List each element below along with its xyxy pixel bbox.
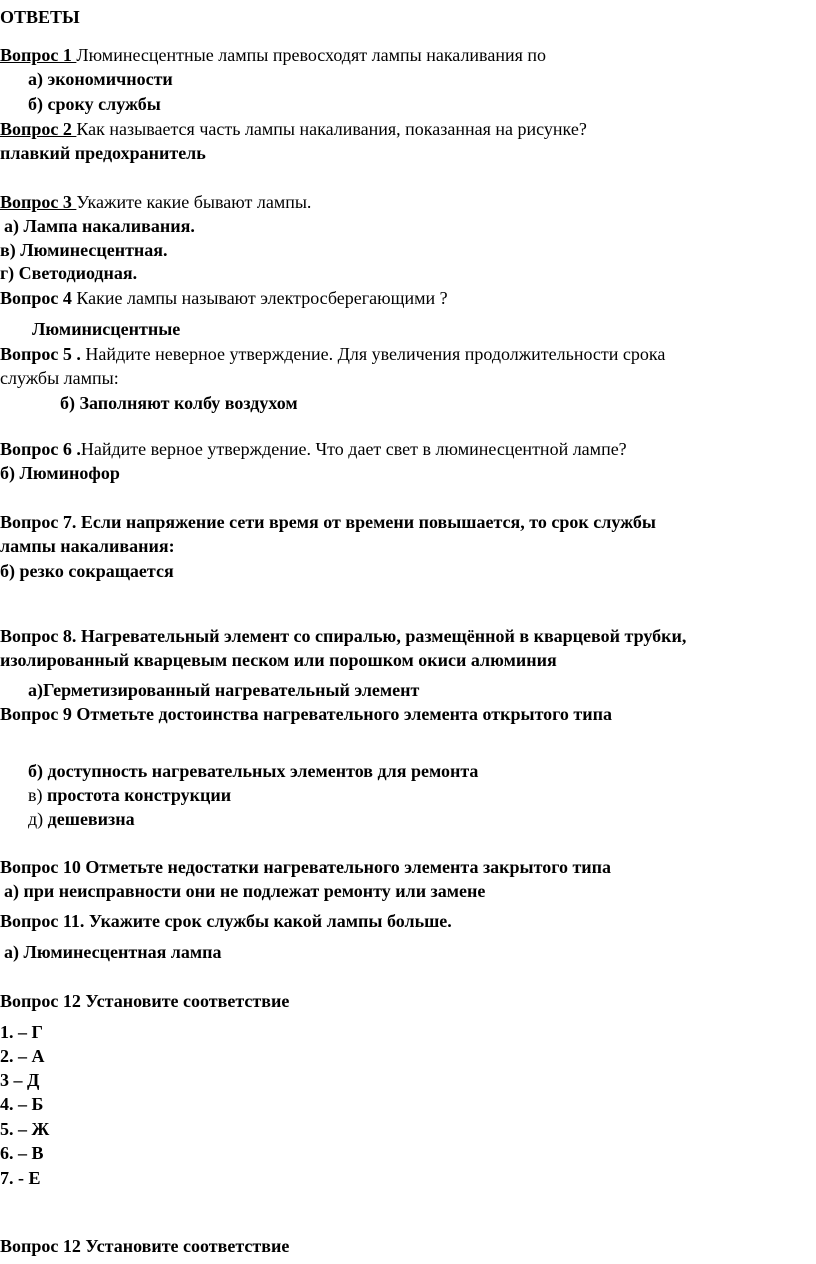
answer-9a: б) доступность нагревательных элементов для ремонта [28, 761, 479, 781]
match-2: 2. – А [0, 1046, 45, 1066]
answer-7: б) резко сокращается [0, 561, 174, 581]
match-6: 6. – В [0, 1143, 44, 1163]
question-2-text: Как называется часть лампы накаливания, показанная на рисунке? [76, 119, 587, 139]
question-1-text: Люминесцентные лампы превосходят лампы накаливания по [76, 45, 546, 65]
answer-9c-text: дешевизна [47, 809, 135, 829]
question-12: Вопрос 12 Установите соответствие [0, 991, 290, 1011]
question-7-line-2: лампы накаливания: [0, 536, 175, 556]
question-8: Вопрос 8. Нагревательный элемент со спиралью, размещённой в кварцевой трубки, [0, 626, 687, 646]
question-3 [0, 191, 311, 213]
match-1: 1. – Г [0, 1022, 43, 1042]
match-7: 7. - Е [0, 1168, 41, 1188]
question-12-repeat: Вопрос 12 Установите соответствие [0, 1236, 290, 1256]
answer-1b: б) сроку службы [28, 94, 161, 114]
answer-6: б) Люминофор [0, 463, 120, 483]
answer-9c-marker: д) [28, 809, 48, 829]
question-5-text: Найдите неверное утверждение. Для увеличения продолжительности срока [80, 344, 666, 364]
match-4: 4. – Б [0, 1094, 44, 1114]
answer-9b-text: простота конструкции [47, 785, 232, 805]
question-8-line-2: изолированный кварцевым песком или порошком окиси алюминия [0, 650, 557, 670]
question-2-label: Вопрос 2 [0, 119, 77, 139]
answer-9c [28, 808, 135, 830]
question-5 [0, 343, 665, 365]
question-3-label: Вопрос 3 [0, 192, 77, 212]
question-4-label: Вопрос 4 [0, 288, 72, 308]
answer-4: Люминисцентные [32, 319, 181, 339]
match-3: 3 – Д [0, 1070, 40, 1090]
question-1 [0, 44, 546, 66]
answer-3c: г) Светодиодная. [0, 263, 138, 283]
answer-9b [28, 784, 231, 806]
question-11: Вопрос 11. Укажите срок службы какой лампы больше. [0, 911, 452, 931]
answer-3a: а) Лампа накаливания. [4, 216, 195, 236]
answer-2: плавкий предохранитель [0, 143, 206, 163]
match-5: 5. – Ж [0, 1119, 50, 1139]
answer-8: а)Герметизированный нагревательный элемент [28, 680, 420, 700]
question-3-text: Укажите какие бывают лампы. [76, 192, 312, 212]
question-1-label: Вопрос 1 [0, 45, 77, 65]
question-9: Вопрос 9 Отметьте достоинства нагревательного элемента открытого типа [0, 704, 612, 724]
question-4 [0, 287, 448, 309]
question-6-text: Найдите верное утверждение. Что дает свет в люминесцентной лампе? [80, 439, 627, 459]
answer-1a: а) экономичности [28, 69, 173, 89]
question-5-line-2: службы лампы: [0, 368, 119, 388]
question-4-text: Какие лампы называют электросберегающими ? [71, 288, 448, 308]
answer-9b-marker: в) [28, 785, 47, 805]
question-6 [0, 438, 627, 460]
answer-11: а) Люминесцентная лампа [4, 942, 222, 962]
answer-5: б) Заполняют колбу воздухом [60, 393, 298, 413]
answer-10: а) при неисправности они не подлежат ремонту или замене [4, 881, 486, 901]
question-2 [0, 118, 587, 140]
document-title: ОТВЕТЫ [0, 7, 80, 27]
question-5-label: Вопрос 5 . [0, 344, 81, 364]
question-6-label: Вопрос 6 . [0, 439, 81, 459]
answer-3b: в) Люминесцентная. [0, 240, 168, 260]
question-7: Вопрос 7. Если напряжение сети время от времени повышается, то срок службы [0, 512, 656, 532]
question-10: Вопрос 10 Отметьте недостатки нагревательного элемента закрытого типа [0, 857, 612, 877]
